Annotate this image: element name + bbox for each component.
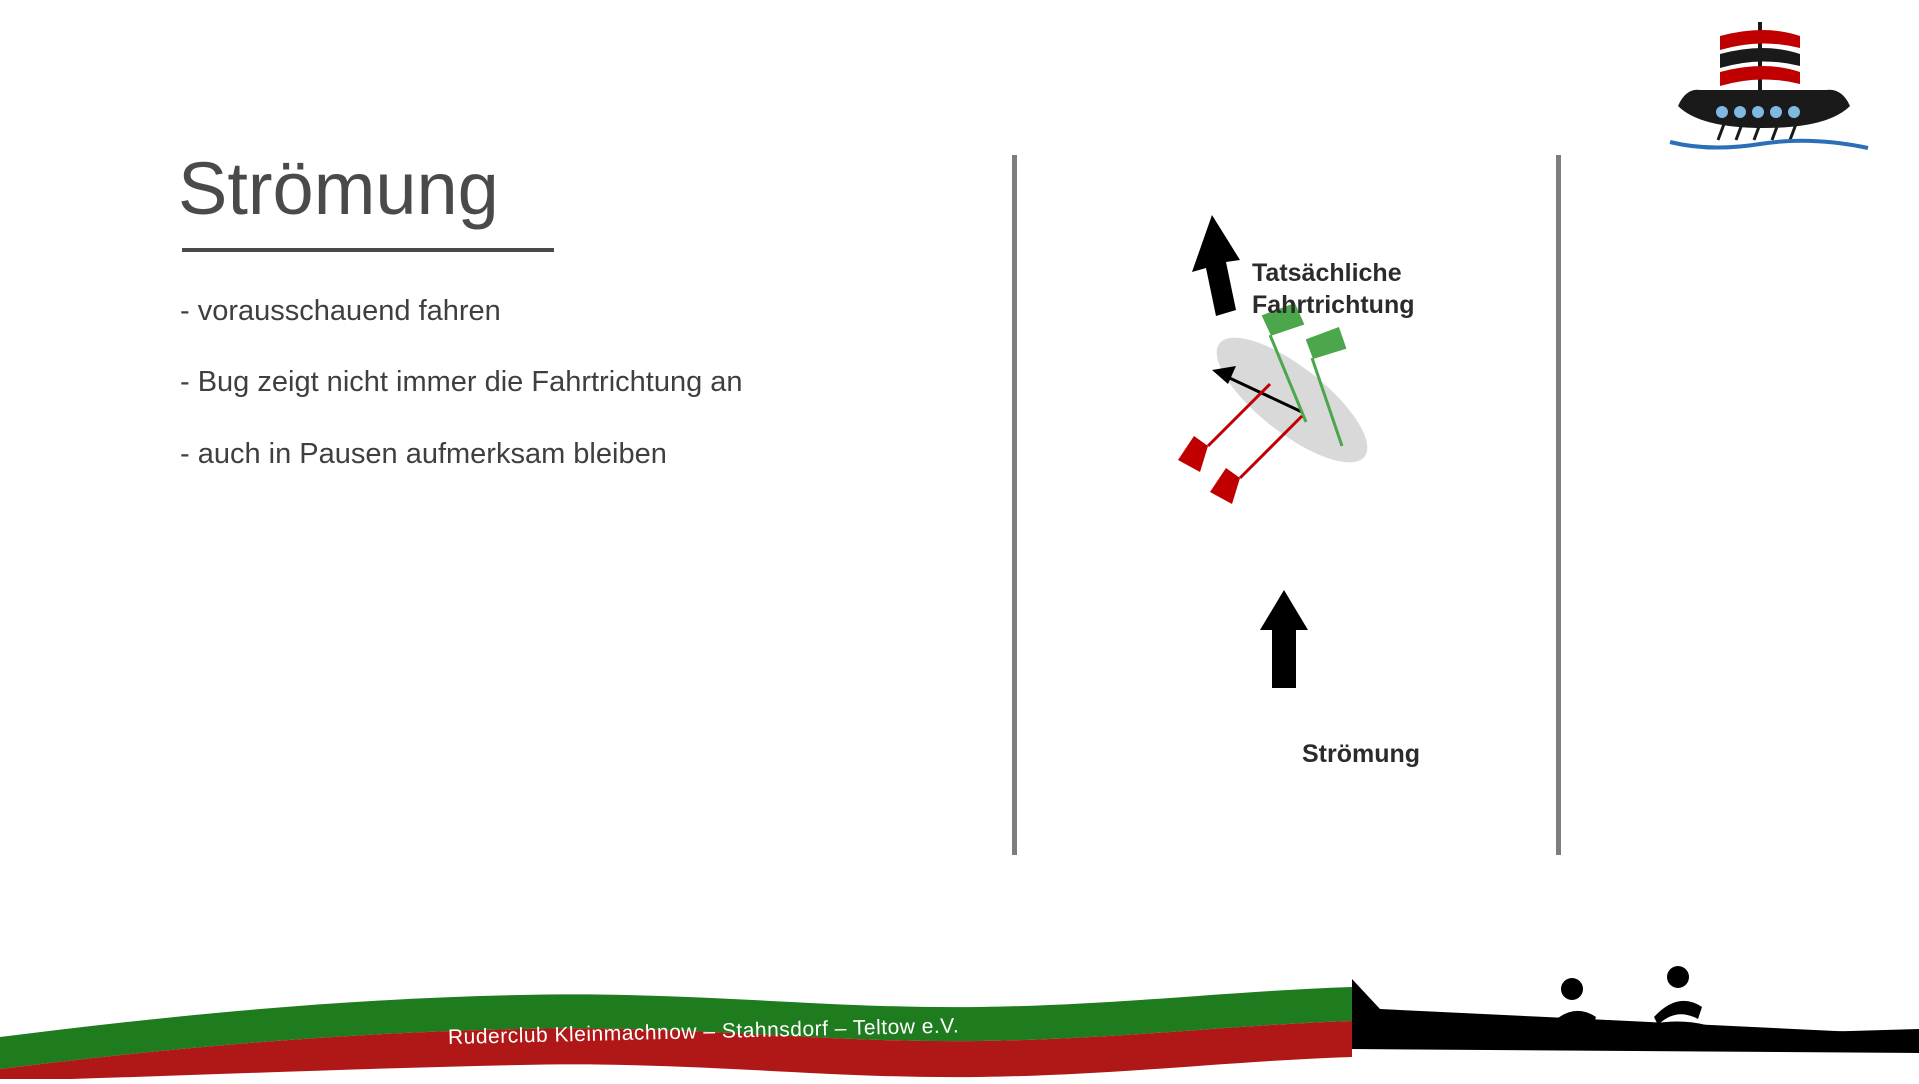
title-underline <box>182 248 554 252</box>
actual-direction-arrow <box>1192 215 1240 316</box>
page-title: Strömung <box>178 147 499 230</box>
current-label: Strömung <box>1302 740 1421 768</box>
bullet-item: - vorausschauend fahren <box>180 295 501 327</box>
current-arrow <box>1260 590 1308 688</box>
current-diagram <box>1012 150 1572 870</box>
sail-icon <box>1720 30 1800 86</box>
bullet-item: - auch in Pausen aufmerksam bleiben <box>180 438 667 470</box>
shields-icon <box>1715 105 1801 119</box>
boat-hull <box>1199 317 1385 482</box>
footer-wave-banner <box>0 849 1919 1079</box>
club-name-banner-text: Ruderclub Kleinmachnow – Stahnsdorf – Teltow e.V. <box>447 1014 960 1049</box>
oar-red-1 <box>1178 384 1270 472</box>
actual-direction-label-line2: Fahrtrichtung <box>1252 291 1415 319</box>
viking-ship-logo <box>1660 14 1875 154</box>
rowing-boat-silhouette <box>1352 979 1919 1053</box>
actual-direction-label-line1: Tatsächliche <box>1252 259 1402 287</box>
actual-direction-label <box>1252 257 1482 321</box>
bullet-item: - Bug zeigt nicht immer die Fahrtrichtung an <box>180 366 743 398</box>
